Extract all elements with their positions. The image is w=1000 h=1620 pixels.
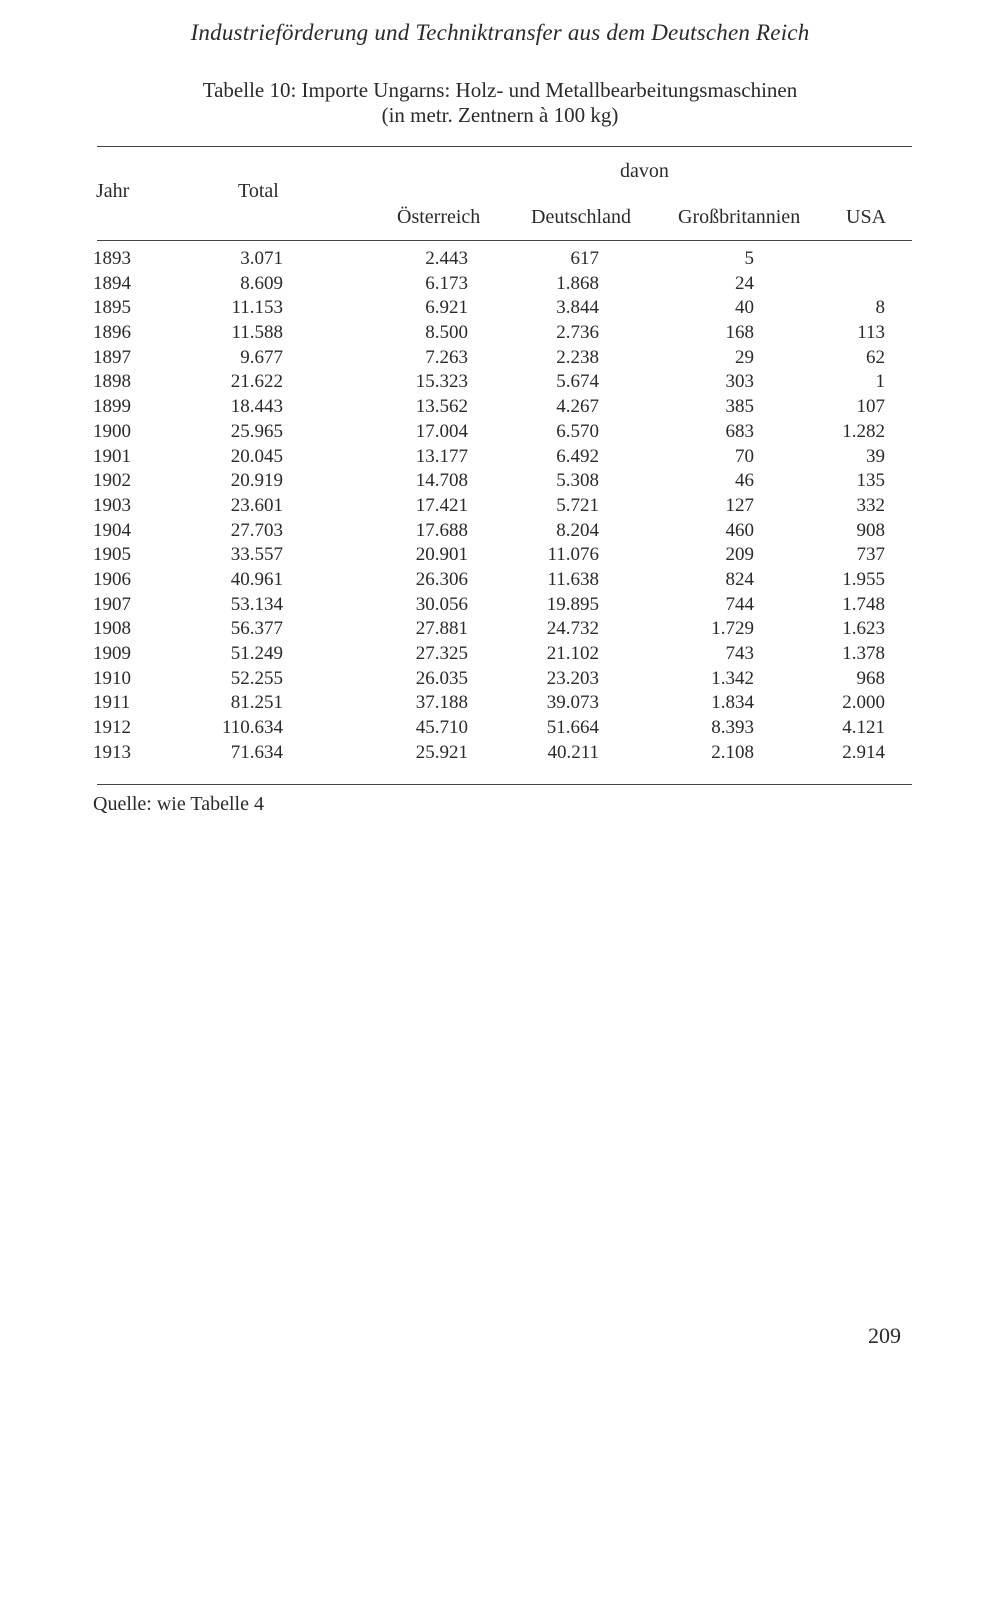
cell-deutschland: 617 — [570, 248, 599, 269]
cell-year: 1912 — [93, 717, 131, 739]
header-jahr: Jahr — [96, 180, 130, 202]
cell-usa: 2.000 — [842, 692, 885, 714]
cell-usa: 1 — [875, 371, 885, 393]
cell-usa: 908 — [856, 519, 885, 541]
cell-deutschland: 40.211 — [547, 741, 599, 763]
cell-oesterreich: 2.443 — [425, 248, 468, 269]
cell-year: 1906 — [93, 568, 131, 590]
table-caption — [0, 78, 1000, 128]
table-row — [0, 470, 1000, 495]
cell-grossbritannien: 29 — [735, 346, 754, 368]
page-number: 209 — [868, 1323, 901, 1348]
cell-total: 21.622 — [230, 371, 283, 393]
cell-year: 1902 — [93, 470, 131, 492]
table-row — [0, 248, 1000, 273]
cell-usa: 1.623 — [842, 618, 885, 640]
cell-total: 11.588 — [231, 322, 283, 344]
cell-grossbritannien: 127 — [725, 494, 754, 516]
cell-grossbritannien: 209 — [725, 544, 754, 566]
cell-usa: 8 — [875, 297, 885, 319]
cell-usa: 332 — [856, 494, 885, 516]
cell-oesterreich: 13.562 — [415, 396, 468, 418]
cell-deutschland: 11.076 — [547, 544, 599, 566]
cell-total: 51.249 — [230, 643, 283, 664]
cell-usa: 737 — [856, 544, 885, 566]
cell-usa: 2.914 — [842, 741, 885, 763]
table-row — [0, 742, 1000, 767]
cell-grossbritannien: 683 — [725, 420, 754, 442]
table-row — [0, 371, 1000, 396]
table-row — [0, 544, 1000, 569]
cell-year: 1913 — [93, 741, 131, 763]
table-row — [0, 273, 1000, 298]
cell-oesterreich: 25.921 — [415, 741, 468, 763]
table-row — [0, 520, 1000, 545]
cell-deutschland: 1.868 — [556, 272, 599, 294]
cell-total: 56.377 — [230, 618, 283, 640]
cell-grossbritannien: 743 — [725, 643, 754, 664]
cell-grossbritannien: 5 — [744, 248, 754, 269]
cell-oesterreich: 17.688 — [415, 519, 468, 541]
cell-usa: 39 — [866, 445, 885, 467]
caption-title: Tabelle 10: Importe Ungarns: Holz- und Metallbearbeitungsmaschinen — [202, 78, 798, 102]
cell-year: 1896 — [93, 322, 131, 344]
cell-year: 1904 — [93, 519, 131, 541]
table-row — [0, 322, 1000, 347]
cell-year: 1901 — [93, 445, 131, 467]
table-top-rule — [97, 146, 912, 147]
header-davon: davon — [620, 160, 669, 182]
table-row — [0, 297, 1000, 322]
cell-usa: 62 — [866, 346, 885, 368]
cell-grossbritannien: 46 — [735, 470, 754, 492]
cell-deutschland: 2.238 — [556, 346, 599, 368]
cell-deutschland: 6.492 — [556, 445, 599, 467]
cell-usa: 107 — [856, 396, 885, 418]
cell-deutschland: 2.736 — [556, 322, 599, 344]
cell-oesterreich: 27.325 — [415, 643, 468, 664]
table-row — [0, 692, 1000, 717]
header-deutschland: Deutschland — [531, 206, 631, 228]
cell-oesterreich: 26.306 — [415, 568, 468, 590]
cell-grossbritannien: 1.729 — [711, 618, 754, 640]
cell-grossbritannien: 303 — [725, 371, 754, 393]
source-note: Quelle: wie Tabelle 4 — [93, 793, 264, 815]
cell-oesterreich: 45.710 — [415, 717, 468, 739]
cell-grossbritannien: 460 — [725, 519, 754, 541]
cell-year: 1899 — [93, 396, 131, 418]
table-row — [0, 668, 1000, 693]
cell-year: 1910 — [93, 667, 131, 689]
cell-total: 9.677 — [240, 346, 283, 368]
cell-year: 1894 — [93, 272, 131, 294]
cell-total: 27.703 — [230, 519, 283, 541]
cell-deutschland: 4.267 — [556, 396, 599, 418]
cell-total: 33.557 — [230, 544, 283, 566]
cell-total: 18.443 — [230, 396, 283, 418]
cell-grossbritannien: 168 — [725, 322, 754, 344]
cell-total: 8.609 — [240, 272, 283, 294]
cell-deutschland: 5.674 — [556, 371, 599, 393]
cell-oesterreich: 13.177 — [415, 445, 468, 467]
cell-deutschland: 11.638 — [547, 568, 599, 590]
cell-oesterreich: 27.881 — [415, 618, 468, 640]
cell-grossbritannien: 2.108 — [711, 741, 754, 763]
cell-year: 1897 — [93, 346, 131, 368]
cell-total: 20.919 — [230, 470, 283, 492]
cell-grossbritannien: 8.393 — [711, 717, 754, 739]
cell-oesterreich: 6.173 — [425, 272, 468, 294]
table-bottom-rule — [97, 784, 912, 785]
cell-oesterreich: 17.421 — [415, 494, 468, 516]
cell-oesterreich: 37.188 — [415, 692, 468, 714]
cell-grossbritannien: 70 — [735, 445, 754, 467]
table-row — [0, 495, 1000, 520]
table-header-rule — [97, 240, 912, 241]
cell-year: 1903 — [93, 494, 131, 516]
cell-total: 110.634 — [221, 717, 283, 739]
table-row — [0, 643, 1000, 668]
cell-grossbritannien: 824 — [725, 568, 754, 590]
cell-usa: 1.378 — [842, 643, 885, 664]
cell-deutschland: 5.308 — [556, 470, 599, 492]
cell-usa: 1.282 — [842, 420, 885, 442]
cell-total: 52.255 — [230, 667, 283, 689]
table-row — [0, 717, 1000, 742]
cell-total: 20.045 — [230, 445, 283, 467]
cell-total: 40.961 — [230, 568, 283, 590]
cell-deutschland: 24.732 — [546, 618, 599, 640]
header-oesterreich: Österreich — [397, 206, 481, 228]
cell-grossbritannien: 24 — [735, 272, 754, 294]
cell-usa: 968 — [856, 667, 885, 689]
cell-usa: 1.955 — [842, 568, 885, 590]
cell-usa: 113 — [857, 322, 885, 344]
cell-deutschland: 51.664 — [546, 717, 599, 739]
cell-grossbritannien: 744 — [725, 593, 754, 615]
header-total: Total — [238, 180, 279, 202]
cell-oesterreich: 30.056 — [415, 593, 468, 615]
table-row — [0, 618, 1000, 643]
table-body — [0, 248, 1000, 766]
cell-oesterreich: 26.035 — [415, 667, 468, 689]
cell-deutschland: 6.570 — [556, 420, 599, 442]
cell-deutschland: 3.844 — [556, 297, 599, 319]
cell-year: 1909 — [93, 643, 131, 664]
cell-year: 1911 — [93, 692, 131, 714]
cell-usa: 4.121 — [842, 717, 885, 739]
cell-grossbritannien: 385 — [725, 396, 754, 418]
cell-deutschland: 8.204 — [556, 519, 599, 541]
cell-oesterreich: 15.323 — [415, 371, 468, 393]
cell-deutschland: 39.073 — [546, 692, 599, 714]
cell-total: 11.153 — [231, 297, 283, 319]
cell-total: 3.071 — [240, 248, 283, 269]
cell-year: 1900 — [93, 420, 131, 442]
cell-year: 1893 — [93, 248, 131, 269]
table-row — [0, 421, 1000, 446]
header-grossbritannien: Großbritannien — [678, 206, 801, 228]
cell-deutschland: 19.895 — [546, 593, 599, 615]
cell-total: 71.634 — [230, 741, 283, 763]
cell-deutschland: 21.102 — [546, 643, 599, 664]
cell-year: 1905 — [93, 544, 131, 566]
cell-deutschland: 23.203 — [546, 667, 599, 689]
cell-year: 1895 — [93, 297, 131, 319]
table-row — [0, 569, 1000, 594]
cell-total: 25.965 — [230, 420, 283, 442]
running-head: Industrieförderung und Techniktransfer aus dem Deutschen Reich — [190, 20, 810, 45]
cell-grossbritannien: 40 — [735, 297, 754, 319]
cell-year: 1908 — [93, 618, 131, 640]
caption-unit: (in metr. Zentnern à 100 kg) — [381, 103, 619, 127]
cell-year: 1898 — [93, 371, 131, 393]
cell-usa: 135 — [856, 470, 885, 492]
table-row — [0, 594, 1000, 619]
cell-oesterreich: 17.004 — [415, 420, 468, 442]
cell-deutschland: 5.721 — [556, 494, 599, 516]
cell-oesterreich: 20.901 — [415, 544, 468, 566]
cell-usa: 1.748 — [842, 593, 885, 615]
cell-grossbritannien: 1.834 — [711, 692, 754, 714]
cell-total: 53.134 — [230, 593, 283, 615]
cell-year: 1907 — [93, 593, 131, 615]
cell-total: 81.251 — [230, 692, 283, 714]
table-row — [0, 396, 1000, 421]
table-row — [0, 446, 1000, 471]
cell-total: 23.601 — [230, 494, 283, 516]
header-usa: USA — [846, 206, 887, 228]
cell-oesterreich: 8.500 — [425, 322, 468, 344]
cell-grossbritannien: 1.342 — [711, 667, 754, 689]
cell-oesterreich: 14.708 — [415, 470, 468, 492]
table-row — [0, 347, 1000, 372]
cell-oesterreich: 7.263 — [425, 346, 468, 368]
cell-oesterreich: 6.921 — [425, 297, 468, 319]
